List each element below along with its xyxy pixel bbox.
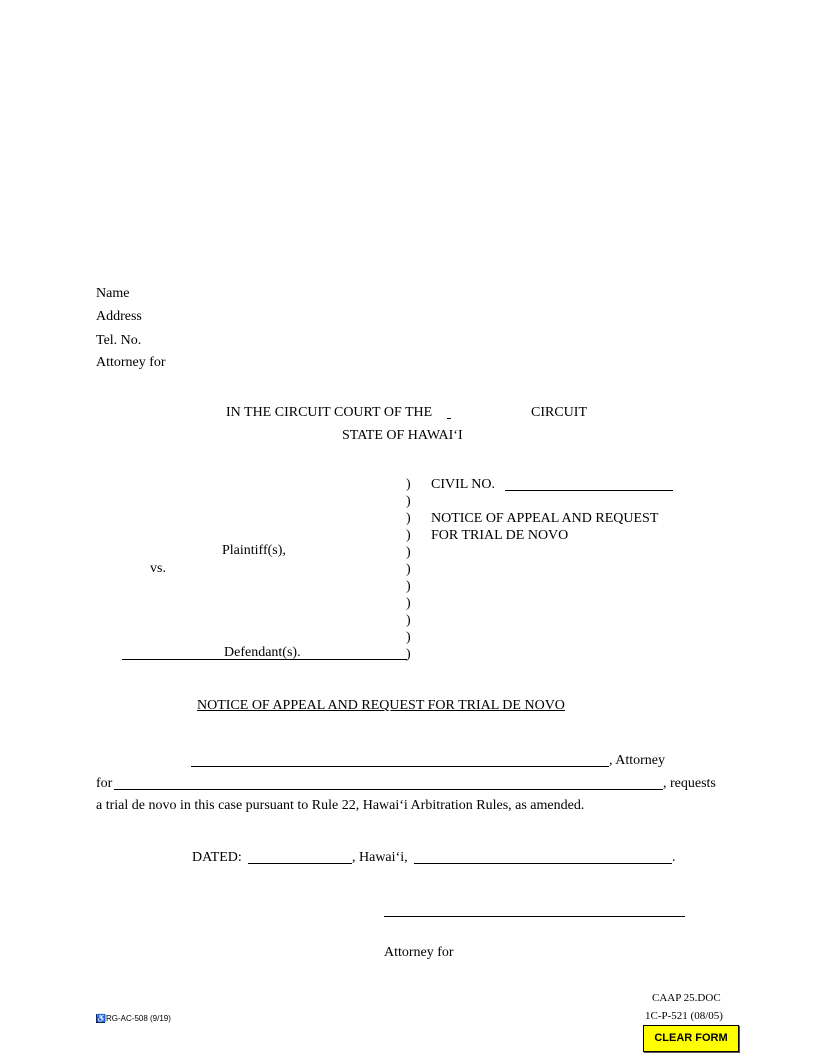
for-prefix: for	[96, 776, 113, 791]
attorney-for-label: Attorney for	[96, 355, 166, 370]
circuit-field[interactable]	[447, 404, 451, 419]
body-heading: NOTICE OF APPEAL AND REQUEST FOR TRIAL DE NOVO	[197, 698, 565, 713]
court-line1-prefix: IN THE CIRCUIT COURT OF THE	[226, 405, 433, 420]
court-state: STATE OF HAWAI‘I	[342, 428, 463, 443]
form-number: 1C-P-521 (08/05)	[645, 1010, 723, 1022]
party-field[interactable]	[114, 775, 663, 790]
clear-form-button[interactable]: CLEAR FORM	[643, 1025, 739, 1052]
address-label: Address	[96, 309, 142, 324]
attorney-suffix: , Attorney	[609, 753, 665, 768]
location-field[interactable]	[414, 849, 672, 864]
civil-no-label: CIVIL NO.	[431, 477, 496, 492]
wheelchair-icon: ♿	[96, 1014, 106, 1024]
form-code-text: RG-AC-508 (9/19)	[106, 1014, 171, 1023]
requests-suffix: , requests	[663, 776, 716, 791]
attorney-name-field[interactable]	[191, 752, 609, 767]
name-label: Name	[96, 286, 130, 301]
defendant-label: Defendant(s).	[224, 645, 301, 660]
court-line1-suffix: CIRCUIT	[531, 405, 587, 420]
doc-title-line2: FOR TRIAL DE NOVO	[431, 528, 569, 543]
signature-attorney-for: Attorney for	[384, 945, 454, 960]
period: .	[672, 850, 676, 865]
dated-label: DATED:	[192, 850, 242, 865]
form-code	[96, 1011, 171, 1027]
signature-line[interactable]	[384, 902, 685, 917]
tel-label: Tel. No.	[96, 333, 142, 348]
body-sentence: a trial de novo in this case pursuant to Rule 22, Hawai‘i Arbitration Rules, as amended.	[96, 798, 585, 813]
civil-no-field[interactable]	[505, 476, 673, 491]
vs-label: vs.	[150, 561, 166, 576]
hawaii-label: , Hawai‘i,	[352, 850, 408, 865]
caption-parens: ) ) ) ) ) ) ) ) ) ) )	[406, 477, 411, 662]
doc-code: CAAP 25.DOC	[652, 992, 721, 1004]
doc-title-line1: NOTICE OF APPEAL AND REQUEST	[431, 511, 659, 526]
date-field[interactable]	[248, 849, 352, 864]
plaintiff-label: Plaintiff(s),	[222, 543, 286, 558]
